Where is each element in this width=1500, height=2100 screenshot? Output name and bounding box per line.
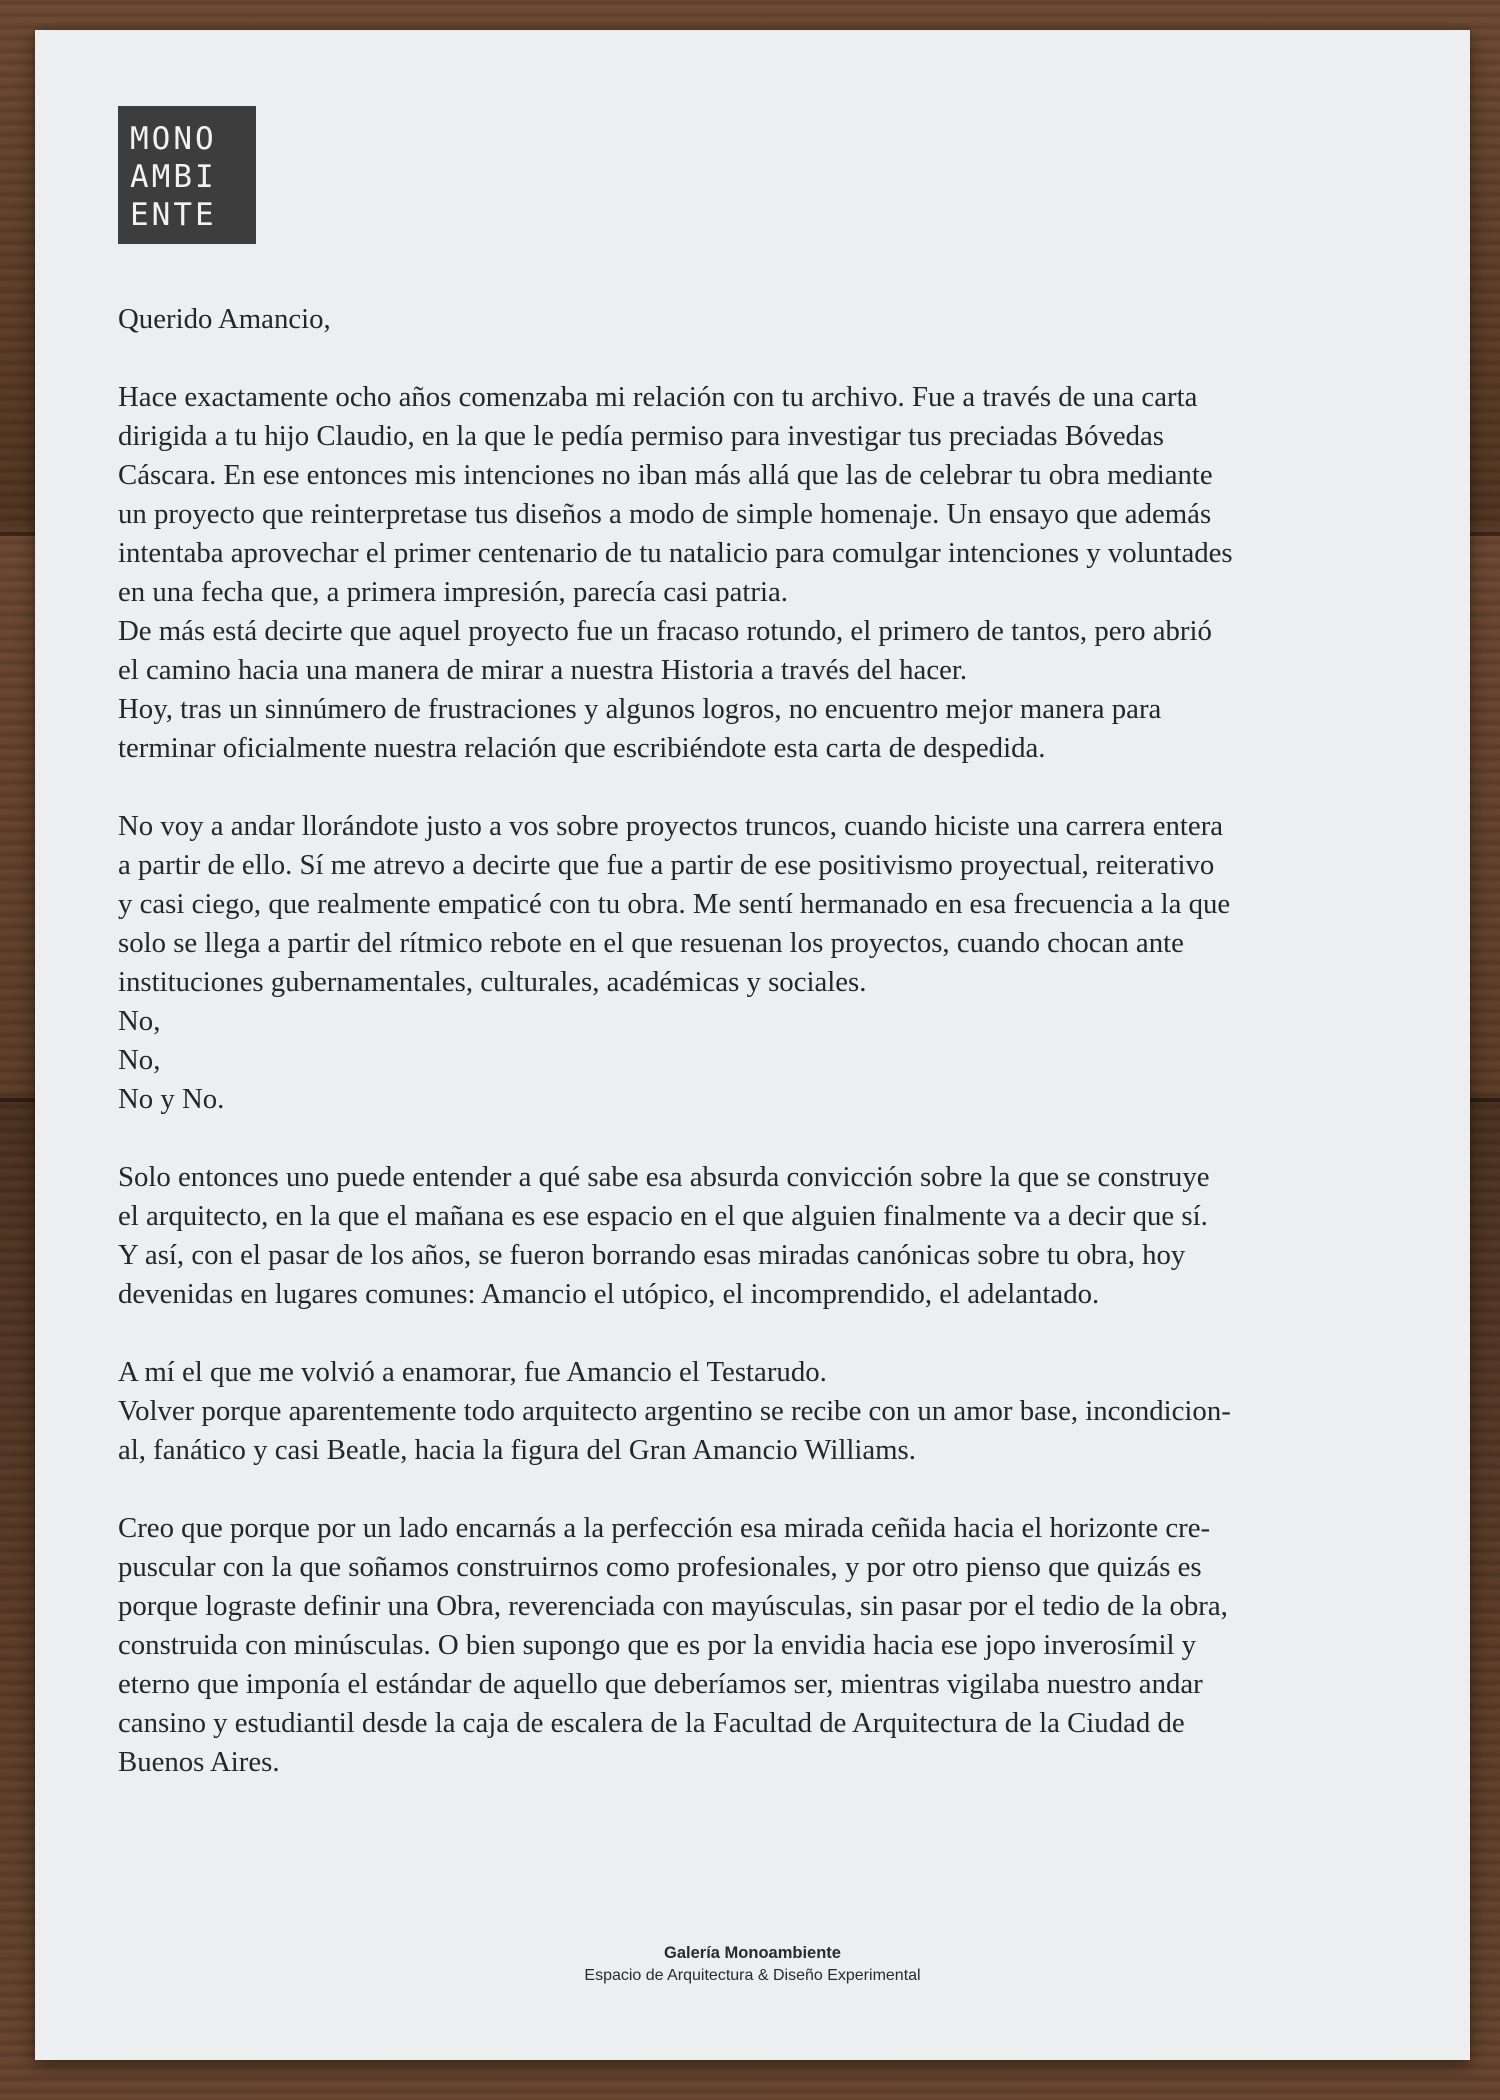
footer-gallery-name: Galería Monoambiente	[664, 1944, 841, 1962]
letter-line: No,	[118, 1044, 161, 1076]
letter-line: Y así, con el pasar de los años, se fueron borrando esas miradas canónicas sobre tu obra, hoy	[118, 1239, 1186, 1271]
letter-line: instituciones gubernamentales, culturales, académicas y sociales.	[118, 966, 867, 998]
letter-line: dirigida a tu hijo Claudio, en la que le pedía permiso para investigar tus preciadas Bóvedas	[118, 420, 1164, 452]
letter-body	[118, 300, 1408, 1782]
letter-line: Buenos Aires.	[118, 1746, 280, 1778]
letter-line: en una fecha que, a primera impresión, parecía casi patria.	[118, 576, 788, 608]
footer-tagline: Espacio de Arquitectura & Diseño Experimental	[584, 1967, 921, 1984]
paragraph-spacer	[118, 768, 1408, 807]
letter-line: No voy a andar llorándote justo a vos sobre proyectos truncos, cuando hiciste una carrera entera	[118, 810, 1224, 842]
logo-line: MONO	[130, 121, 217, 157]
letter-line: Volver porque aparentemente todo arquitecto argentino se recibe con un amor base, incondicion-	[118, 1395, 1231, 1427]
paragraph-spacer	[118, 339, 1408, 378]
letter-line: al, fanático y casi Beatle, hacia la figura del Gran Amancio Williams.	[118, 1434, 916, 1466]
letter-line: y casi ciego, que realmente empaticé con tu obra. Me sentí hermanado en esa frecuencia a la que	[118, 888, 1231, 920]
paragraph-spacer	[118, 1119, 1408, 1158]
letter-line: terminar oficialmente nuestra relación que escribiéndote esta carta de despedida.	[118, 732, 1046, 764]
letter-line: porque lograste definir una Obra, reverenciada con mayúsculas, sin pasar por el tedio de la obra,	[118, 1590, 1228, 1622]
letter-line: Hoy, tras un sinnúmero de frustraciones y algunos logros, no encuentro mejor manera para	[118, 693, 1162, 725]
letter-sheet	[35, 30, 1470, 2060]
letter-line: devenidas en lugares comunes: Amancio el utópico, el incomprendido, el adelantado.	[118, 1278, 1100, 1310]
letter-lines	[118, 378, 1408, 1782]
letter-line: intentaba aprovechar el primer centenario de tu natalicio para comulgar intenciones y voluntades	[118, 537, 1233, 569]
letter-line: puscular con la que soñamos construirnos como profesionales, y por otro pienso que quizás es	[118, 1551, 1202, 1583]
letter-line: No,	[118, 1005, 161, 1037]
letter-line: cansino y estudiantil desde la caja de escalera de la Facultad de Arquitectura de la Ciudad de	[118, 1707, 1185, 1739]
letter-line: construida con minúsculas. O bien supongo que es por la envidia hacia ese jopo inverosímil y	[118, 1629, 1197, 1661]
letter-line: a partir de ello. Sí me atrevo a decirte que fue a partir de ese positivismo proyectual, reiterativo	[118, 849, 1215, 881]
letter-line: el camino hacia una manera de mirar a nuestra Historia a través del hacer.	[118, 654, 968, 686]
logo-line: AMBI	[130, 159, 217, 195]
paragraph-spacer	[118, 1314, 1408, 1353]
paragraph-spacer	[118, 1470, 1408, 1509]
letter-line: A mí el que me volvió a enamorar, fue Amancio el Testarudo.	[118, 1356, 827, 1388]
logo-line: ENTE	[130, 197, 217, 233]
letter-line: Creo que porque por un lado encarnás a la perfección esa mirada ceñida hacia el horizonte cre-	[118, 1512, 1211, 1544]
letter-line: solo se llega a partir del rítmico rebote en el que resuenan los proyectos, cuando chocan ante	[118, 927, 1184, 959]
letter-line: el arquitecto, en la que el mañana es ese espacio en el que alguien finalmente va a decir que sí.	[118, 1200, 1208, 1232]
monoambiente-logo	[118, 106, 256, 244]
letter-line: un proyecto que reinterpretase tus diseños a modo de simple homenaje. Un ensayo que además	[118, 498, 1212, 530]
letter-line: Solo entonces uno puede entender a qué sabe esa absurda convicción sobre la que se construye	[118, 1161, 1210, 1193]
letter-greeting: Querido Amancio,	[118, 303, 331, 335]
letter-line: No y No.	[118, 1083, 225, 1115]
letter-line: eterno que imponía el estándar de aquello que deberíamos ser, mientras vigilaba nuestro andar	[118, 1668, 1203, 1700]
letter-line: Cáscara. En ese entonces mis intenciones no iban más allá que las de celebrar tu obra mediante	[118, 459, 1213, 491]
letter-line: Hace exactamente ocho años comenzaba mi relación con tu archivo. Fue a través de una carta	[118, 381, 1198, 413]
letter-line: De más está decirte que aquel proyecto fue un fracaso rotundo, el primero de tantos, pero abrió	[118, 615, 1212, 647]
